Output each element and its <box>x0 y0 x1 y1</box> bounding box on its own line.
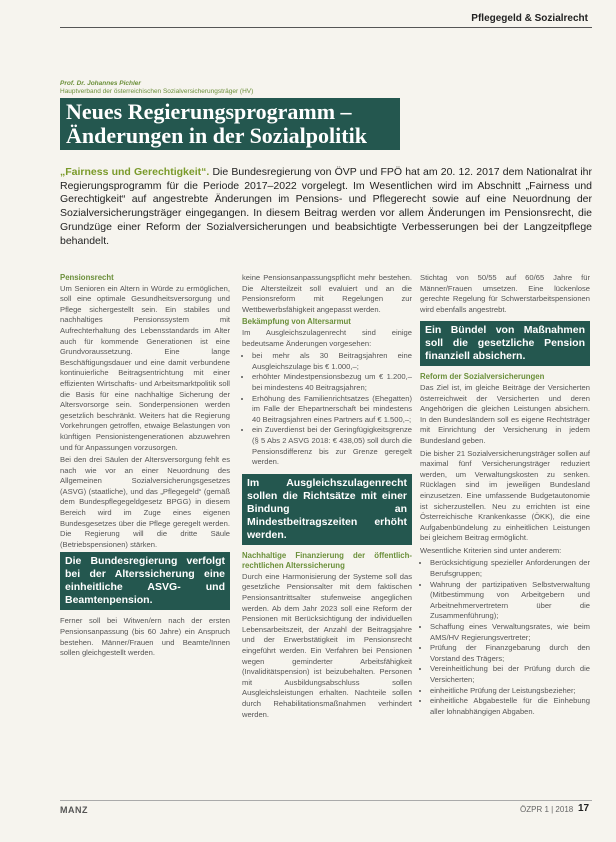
list-item: • Vereinheitlichung bei der Prüfung durch die Versicherten; <box>430 664 590 685</box>
column-2 <box>242 273 412 722</box>
col3-paragraph-3: Die bisher 21 Sozialversicherungsträger sollen auf maximal fünf Versicherungsträger reduziert werden, um Verwaltungskosten zu senken. Rücklagen sind im jeweiligen Bundesland einzusetzen. Eine umfassende Budgetautonomie ist sicherzustellen. Neu zu errichten ist eine Österreichische Krankenkasse (ÖKK), die eine Aufgabenbündelung zu einheitlichen Leistungen bei gleichem Beitrag ermöglicht. <box>420 448 590 543</box>
list-item: • Prüfung der Finanzgebarung durch den Vorstand des Trägers; <box>430 643 590 664</box>
col2-paragraph-1: keine Pensionsanpassungspflicht mehr bestehen. Die Altersteilzeit soll evaluiert und an die Pensionsreform mit Regelungen zur Wettbewerbsfähigkeit angepasst werden. <box>242 273 412 314</box>
callout-alterssicherung: Die Bundesregierung verfolgt bei der Alterssicherung eine einheitliche ASVG- und Beamtenpension. <box>60 552 230 610</box>
section-label: Pflegegeld & Sozialrecht <box>471 13 588 24</box>
list-item: • Wahrung der partizipativen Selbstverwaltung (Mitbestimmung von Arbeitgebern und Arbeitnehmervertretern über die Zusammenführung); <box>430 580 590 622</box>
heading-pensionsrecht: Pensionsrecht <box>60 273 114 282</box>
author-name: Prof. Dr. Johannes Pichler <box>60 80 141 87</box>
col2-paragraph-3: Durch eine Harmonisierung der Systeme soll das gesetzliche Pensionsalter mit dem faktischen Pensionsantrittsalter stufenweise angeglichen werden. Ab dem Jahr 2023 soll eine Reform der Pensionen mit Berücksichtigung der individuellen Lebensarbeitszeit, der Anzahl der Beitragsjahre und der Erwerbstätigkeit im Pensionsrecht eingeführt werden. Ein Verfahren bei Pensionen wegen geminderter Arbeitsfähigkeit (Invaliditätspension) ist beizubehalten. Personen mit Ausbildungsabschluss sollen Ausgleichsleistungen erhalten. Nachteile sollen durch Rehabilitationsmaßnahmen verhindert werden. <box>242 571 412 719</box>
col3-paragraph-1: Stichtag von 50/55 auf 60/65 Jahre für Männer/Frauen umsetzen. Eine lückenlose gerechte Regelung für Schwerstarbeitspensionen wird ebenfalls angestrebt. <box>420 273 590 314</box>
callout-ausgleichszulage: Im Ausgleichszulagenrecht sollen die Richtsätze mit einer Bindung an Mindestbeitragszeiten erhöht werden. <box>242 474 412 545</box>
issue-label: ÖZPR 1 | 2018 <box>520 805 574 814</box>
col1-paragraph-3: Ferner soll bei Witwen/ern nach der ersten Pensionsanpassung (bis 60 Jahre) ein Anspruch bestehen. Männer/Frauen und Beamte/Innen sollen gleichgestellt werden. <box>60 616 230 658</box>
list-item: • bei mehr als 30 Beitragsjahren eine Ausgleichszulage bis € 1.000,–; <box>252 351 412 372</box>
list-item: • einheitliche Abgabestelle für die Einhebung aller lohnabhängigen Abgaben. <box>430 696 590 717</box>
list-item: • erhöhter Mindestpensionsbezug um € 1.200,– bei mindestens 40 Beitragsjahren; <box>252 372 412 393</box>
altersarmut-list <box>242 351 412 468</box>
list-item: • Erhöhung des Familienrichtsatzes (Ehegatten) im Falle der Ehepartnerschaft bei mindestens 40 Beitragsjahren eines Partners auf € 1.500,–; <box>252 394 412 426</box>
page-number: 17 <box>578 803 590 814</box>
article-title <box>66 100 426 148</box>
lead-highlight: „Fairness und Gerechtigkeit“. <box>60 166 210 178</box>
column-1 <box>60 273 230 661</box>
list-item: • ein Zuverdienst bei der Geringfügigkeitsgrenze (§ 5 Abs 2 ASVG 2018: € 438,05) soll durch die Pensionsdifferenz bis zur Grenze geregelt werden. <box>252 425 412 467</box>
kriterien-list <box>420 558 590 717</box>
author-role: Hauptverband der österreichischen Sozialversicherungsträger (HV) <box>60 88 254 95</box>
title-line-2: Änderungen in der Sozialpolitik <box>66 123 367 148</box>
heading-altersarmut: Bekämpfung von Altersarmut <box>242 317 351 327</box>
lead-paragraph <box>60 166 592 248</box>
column-3 <box>420 273 590 717</box>
author-block <box>60 80 253 96</box>
publisher-logo: MANZ <box>60 805 88 815</box>
col3-paragraph-2: Das Ziel ist, im gleiche Beiträge der Versicherten österreichweit der Versicherten und deren Angehörigen die gleichen Leistungen absichern. In den Bundesländern soll es eigene Rechtsträger mit Einrichtung der Versicherung in jedem Bundesland geben. <box>420 382 590 445</box>
list-item: • einheitliche Prüfung der Leistungsbezieher; <box>430 686 590 697</box>
heading-finanzierung: Nachhaltige Finanzierung der öffentlich-rechtlichen Alterssicherung <box>242 550 412 571</box>
callout-massnahmen: Ein Bündel von Maßnahmen soll die gesetzliche Pension finanziell absichern. <box>420 321 590 366</box>
col2-paragraph-2: Im Ausgleichszulagenrecht sind einige bedeutsame Änderungen vorgesehen: <box>242 327 412 348</box>
footer-rule <box>60 800 592 801</box>
heading-sozialversicherungen: Reform der Sozialversicherungen <box>420 372 545 382</box>
col3-paragraph-4: Wesentliche Kriterien sind unter anderem: <box>420 545 562 555</box>
header-rule <box>60 27 592 28</box>
list-item: • Berücksichtigung spezieller Anforderungen der Berufsgruppen; <box>430 558 590 579</box>
col1-paragraph-2: Bei den drei Säulen der Altersversorgung fehlt es nach wie vor an einer Neuordnung des Allgemeinen Sozialversicherungsgesetzes (ASVG) (staatliche), und das „Pflegegeld“ (gemäß dem Bundespflegegeldgesetz BPGG) in diesem Bereich wird im Zuge eines eigenen Bundesgesetzes über die Pflege geregelt werden. Die Regierung will die dritte Säule (Betriebspensionen) stärken. <box>60 455 230 549</box>
title-line-1: Neues Regierungsprogramm – <box>66 99 352 124</box>
lead-text: Die Bundesregierung von ÖVP und FPÖ hat am 20. 12. 2017 dem Nationalrat ihr Regierungsprogramm für die Periode 2017–2022 vorgelegt. Im Wesentlichen wird im Abschnitt „Fairness und Gerechtigkeit“ auf angestrebte Änderungen im Pensions- und Pflegerecht sowie auf eine Neuordnung der Sozialversicherungsträger eingegangen. In diesem Beitrag werden vor allem Änderungen im Pensionsrecht, die Grundzüge einer Reform der Sozialversicherungen und beabsichtigte Verbesserungen bei der Langzeitpflege behandelt. <box>60 166 592 247</box>
list-item: • Schaffung eines Verwaltungsrates, wie beim AMS/HV Regierungsvertreter; <box>430 622 590 643</box>
col1-paragraph-1: Um Senioren ein Altern in Würde zu ermöglichen, soll eine optimale Gesundheitsversorgung und Pflege sichergestellt sein. Ein stabiles und nachhaltiges Pensionssystem mit Aufrechterhaltung des Lebensstandards im Alter auch für kommende Generationen ist eine Grundvoraussetzung. Eine lange Beschäftigungsdauer und eine damit verbundene kontinuierliche Beitragsentrichtung mit einer effizienten Wirtschafts- und Arbeitsmarktpolitik soll die Basis für eine nachhaltige Sicherung der Altersvorsorge sein. Sonderpensionen werden gesetzlich beschränkt. Weiters hat die Regierung Vorkehrungen getroffen, etwaige Belastungen von künftigen Pensionistengenerationen abzuwehren und für Anpassungen vorzusorgen. <box>60 283 230 452</box>
